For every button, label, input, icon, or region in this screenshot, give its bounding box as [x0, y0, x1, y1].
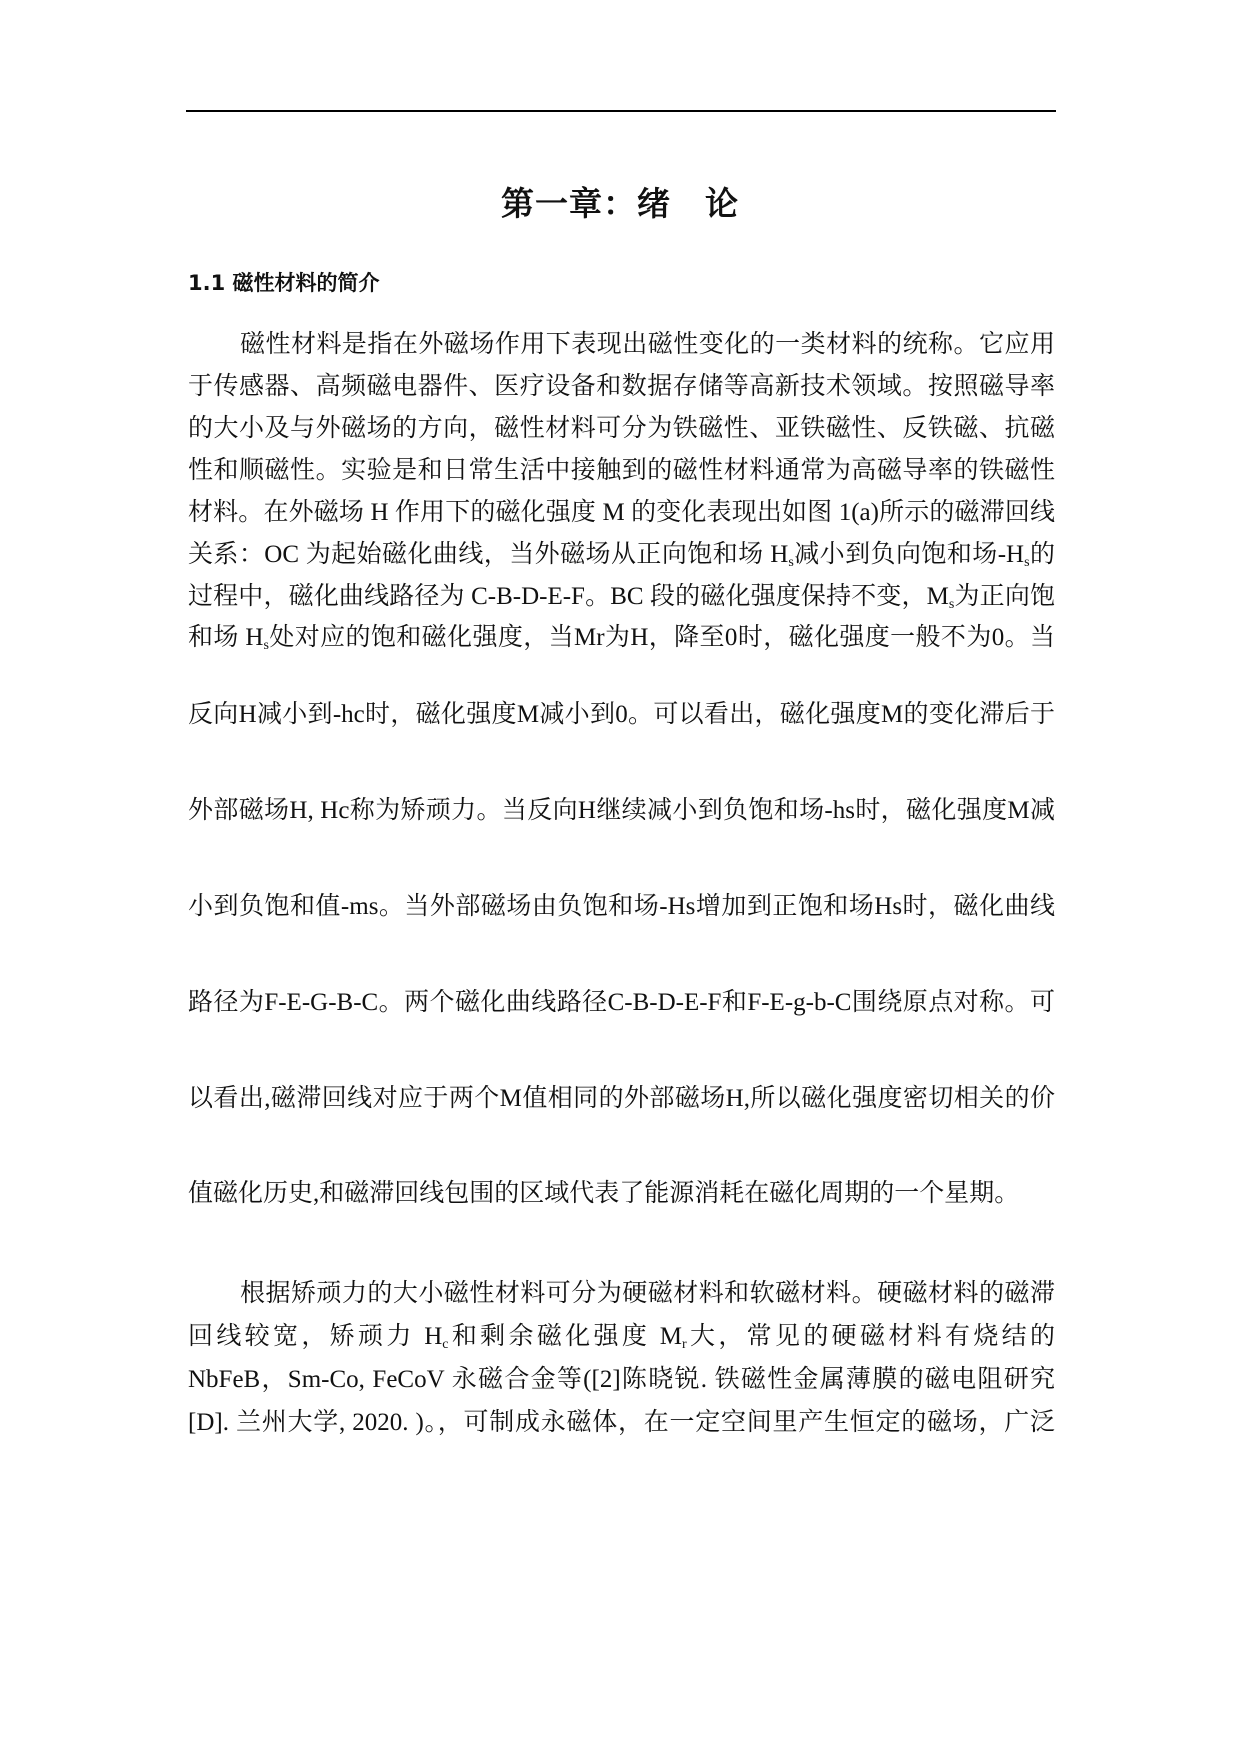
- text-segment: 和场 H: [188, 624, 264, 651]
- text-segment: 以看出,磁滞回线对应于两个M值相同的外部磁场H,所以磁化强度密切相关的价: [188, 1085, 1055, 1112]
- text-line: [188, 1084, 1055, 1114]
- text-segment: 小到负饱和值-ms。当外部磁场由负饱和场-Hs增加到正饱和场Hs时，磁化曲线: [188, 893, 1055, 920]
- text-line: [188, 892, 1055, 922]
- subscript: r: [682, 1337, 687, 1352]
- text-line: [188, 498, 1055, 528]
- text-segment: 根据矫顽力的大小磁性材料可分为硬磁材料和软磁材料。硬磁材料的磁滞: [240, 1280, 1055, 1307]
- section-heading: 1.1 磁性材料的简介: [188, 271, 380, 295]
- text-segment: 处对应的饱和磁化强度，当Mr为H，降至0时，磁化强度一般不为0。当: [268, 624, 1055, 651]
- text-segment: 路径为F-E-G-B-C。两个磁化曲线路径C-B-D-E-F和F-E-g-b-C围绕原点对称。可: [188, 989, 1055, 1016]
- chapter-title: 第一章：绪 论: [501, 184, 739, 223]
- subscript: s: [948, 597, 955, 612]
- text-segment: 值磁化历史,和磁滞回线包围的区域代表了能源消耗在磁化周期的一个星期。: [188, 1180, 1020, 1207]
- text-segment: NbFeB，Sm-Co, FeCoV 永磁合金等([2]陈晓锐. 铁磁性金属薄膜的磁电阻研究: [188, 1366, 1055, 1393]
- subscript: s: [263, 638, 269, 653]
- text-line: [188, 414, 1055, 444]
- text-line: [188, 1179, 1055, 1209]
- header-rule: [186, 110, 1056, 112]
- text-segment: 反向H减小到-hc时，磁化强度M减小到0。可以看出，磁化强度M的变化滞后于: [188, 701, 1055, 728]
- text-segment: 为正向饱: [954, 583, 1055, 610]
- text-line: [188, 1322, 1055, 1360]
- subscript: s: [1024, 555, 1030, 570]
- text-line: [188, 988, 1055, 1018]
- subscript: s: [788, 555, 794, 570]
- text-line: [188, 796, 1055, 826]
- text-segment: 过程中，磁化曲线路径为 C-B-D-E-F。BC 段的磁化强度保持不变，M: [188, 583, 949, 610]
- text-line: [188, 1365, 1055, 1395]
- text-segment: 材料。在外磁场 H 作用下的磁化强度 M 的变化表现出如图 1(a)所示的磁滞回线: [188, 499, 1055, 526]
- text-segment: 于传感器、高频磁电器件、医疗设备和数据存储等高新技术领域。按照磁导率: [188, 373, 1055, 400]
- text-line: [188, 582, 1055, 620]
- text-segment: 和剩余磁化强度 M: [448, 1323, 682, 1350]
- text-line: [188, 623, 1055, 661]
- text-line: [240, 1279, 1055, 1309]
- text-line: [188, 540, 1055, 578]
- text-segment: 回线较宽，矫顽力 H: [188, 1323, 443, 1350]
- text-segment: 性和顺磁性。实验是和日常生活中接触到的磁性材料通常为高磁导率的铁磁性: [188, 457, 1055, 484]
- text-line: [188, 456, 1055, 486]
- text-line: [188, 372, 1055, 402]
- text-segment: 大，常见的硬磁材料有烧结的: [686, 1323, 1055, 1350]
- text-segment: 关系：OC 为起始磁化曲线，当外磁场从正向饱和场 H: [188, 541, 789, 568]
- text-segment: 外部磁场H, Hc称为矫顽力。当反向H继续减小到负饱和场-hs时，磁化强度M减: [188, 797, 1055, 824]
- subscript: c: [442, 1337, 449, 1352]
- text-line: [188, 1408, 1055, 1438]
- text-line: [188, 700, 1055, 730]
- text-line: [240, 330, 1055, 360]
- text-segment: 磁性材料是指在外磁场作用下表现出磁性变化的一类材料的统称。它应用: [240, 331, 1055, 358]
- text-segment: 的大小及与外磁场的方向，磁性材料可分为铁磁性、亚铁磁性、反铁磁、抗磁: [188, 415, 1055, 442]
- text-segment: 减小到负向饱和场-H: [793, 541, 1025, 568]
- text-segment: [D]. 兰州大学, 2020. )。，可制成永磁体，在一定空间里产生恒定的磁场，广泛: [188, 1409, 1055, 1436]
- text-segment: 的: [1029, 541, 1055, 568]
